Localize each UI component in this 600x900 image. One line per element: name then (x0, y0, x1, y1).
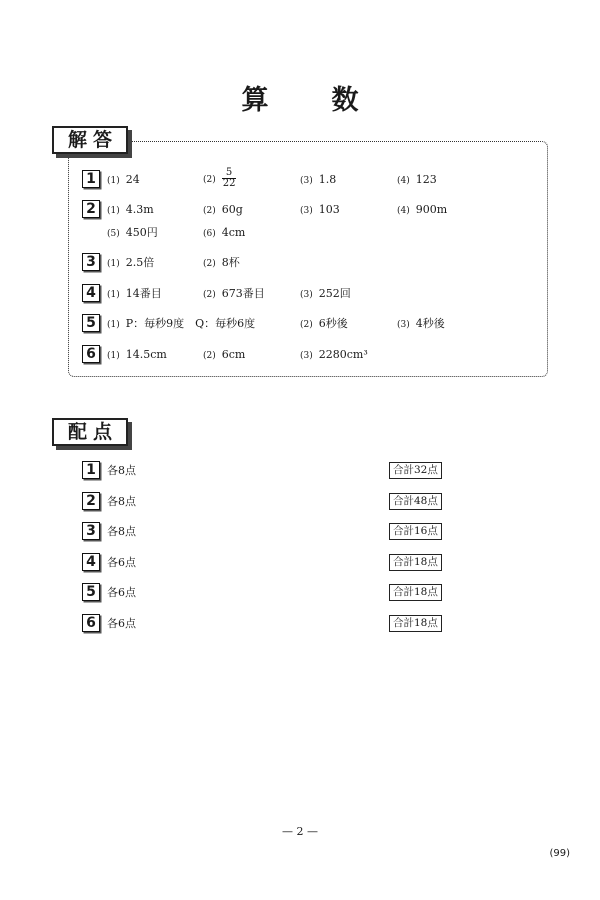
answer-item (203, 255, 240, 272)
item-label: (6) (203, 229, 216, 239)
answer-item (397, 202, 447, 219)
question-number-box: 4 (82, 284, 100, 302)
item-label: (4) (397, 176, 410, 186)
answer-item (397, 316, 445, 333)
scoring-heading (52, 418, 128, 446)
item-value: 60g (221, 203, 243, 216)
item-value: 2280cm³ (318, 348, 368, 361)
item-label: (2) (203, 290, 216, 300)
answer-item (203, 202, 243, 219)
item-label: (2) (203, 206, 216, 216)
question-number-box: 4 (82, 553, 100, 571)
item-label: (1) (107, 290, 120, 300)
question-number-box: 1 (82, 170, 100, 188)
score-description: 各8点 (107, 495, 136, 508)
score-row-2 (0, 492, 600, 512)
answer-item (300, 172, 336, 189)
item-label: (1) (107, 206, 120, 216)
answer-row-5 (0, 314, 600, 334)
question-number-box: 6 (82, 614, 100, 632)
page-number: — 2 — (282, 825, 318, 838)
item-value: 2.5倍 (125, 256, 155, 269)
answer-item (300, 347, 368, 364)
scoring-heading-label: 配点 (52, 418, 128, 446)
item-value: 900m (415, 203, 448, 216)
answer-item (203, 347, 245, 364)
item-label: (3) (300, 206, 313, 216)
item-label: (1) (107, 351, 120, 361)
answer-row-2-continued (0, 223, 600, 243)
item-label: (2) (300, 320, 313, 330)
score-row-5 (0, 583, 600, 603)
answer-item (107, 286, 162, 303)
item-value: 24 (125, 173, 140, 186)
item-value: 4秒後 (415, 317, 445, 330)
answer-item (300, 316, 348, 333)
score-total: 合計18点 (389, 615, 442, 632)
item-label: (2) (203, 174, 216, 185)
score-total: 合計18点 (389, 584, 442, 601)
item-label: (1) (107, 259, 120, 269)
answer-item (107, 255, 154, 272)
item-value: P：毎秒9度 Q：毎秒6度 (125, 317, 256, 330)
item-value: 252回 (318, 287, 351, 300)
question-number-box: 5 (82, 314, 100, 332)
answer-item (203, 225, 245, 242)
score-description: 各6点 (107, 556, 136, 569)
answer-item (300, 286, 351, 303)
score-description: 各8点 (107, 525, 136, 538)
item-value: 4cm (221, 226, 246, 239)
answers-heading (52, 126, 128, 154)
score-description: 各8点 (107, 464, 136, 477)
answer-item (107, 347, 167, 364)
answer-row-1 (0, 167, 600, 190)
item-value: 123 (415, 173, 437, 186)
score-total: 合計32点 (389, 462, 442, 479)
score-total: 合計16点 (389, 523, 442, 540)
item-value: 103 (318, 203, 340, 216)
score-description: 各6点 (107, 617, 136, 630)
score-total: 合計48点 (389, 493, 442, 510)
score-total: 合計18点 (389, 554, 442, 571)
answer-row-2 (0, 200, 600, 220)
answer-item (107, 172, 140, 189)
question-number-box: 2 (82, 200, 100, 218)
item-label: (3) (300, 176, 313, 186)
item-value: 14番目 (125, 287, 162, 300)
question-number-box: 3 (82, 253, 100, 271)
answer-item (107, 202, 154, 219)
score-row-1 (0, 461, 600, 481)
answer-row-3 (0, 253, 600, 273)
answer-item (107, 225, 158, 242)
fraction-denominator: 22 (222, 178, 236, 189)
item-label: (3) (300, 351, 313, 361)
answers-heading-label: 解答 (52, 126, 128, 154)
question-number-box: 2 (82, 492, 100, 510)
page-title: 算 数 (241, 85, 377, 116)
item-value: 6cm (221, 348, 246, 361)
item-value: 450円 (125, 226, 158, 239)
score-row-6 (0, 614, 600, 634)
answer-row-4 (0, 284, 600, 304)
question-number-box: 6 (82, 345, 100, 363)
fraction (222, 168, 237, 189)
item-label: (4) (397, 206, 410, 216)
score-description: 各6点 (107, 586, 136, 599)
item-label: (5) (107, 229, 120, 239)
item-label: (3) (300, 290, 313, 300)
item-label: (1) (107, 176, 120, 186)
question-number-box: 1 (82, 461, 100, 479)
question-number-box: 3 (82, 522, 100, 540)
item-value: 1.8 (318, 173, 337, 186)
item-label: (2) (203, 351, 216, 361)
item-value: 6秒後 (318, 317, 348, 330)
fraction-numerator: 5 (222, 168, 237, 179)
answer-item (203, 168, 236, 189)
answer-item (300, 202, 340, 219)
item-value: 4.3m (125, 203, 154, 216)
answer-item (397, 172, 437, 189)
question-number-box: 5 (82, 583, 100, 601)
document-code: (99) (549, 848, 570, 859)
item-value: 8杯 (221, 256, 240, 269)
answer-row-6 (0, 345, 600, 365)
item-label: (3) (397, 320, 410, 330)
answer-item (203, 286, 265, 303)
item-value: 673番目 (221, 287, 265, 300)
item-label: (2) (203, 259, 216, 269)
item-value: 14.5cm (125, 348, 167, 361)
answer-item (107, 316, 255, 333)
score-row-4 (0, 553, 600, 573)
score-row-3 (0, 522, 600, 542)
item-label: (1) (107, 320, 120, 330)
